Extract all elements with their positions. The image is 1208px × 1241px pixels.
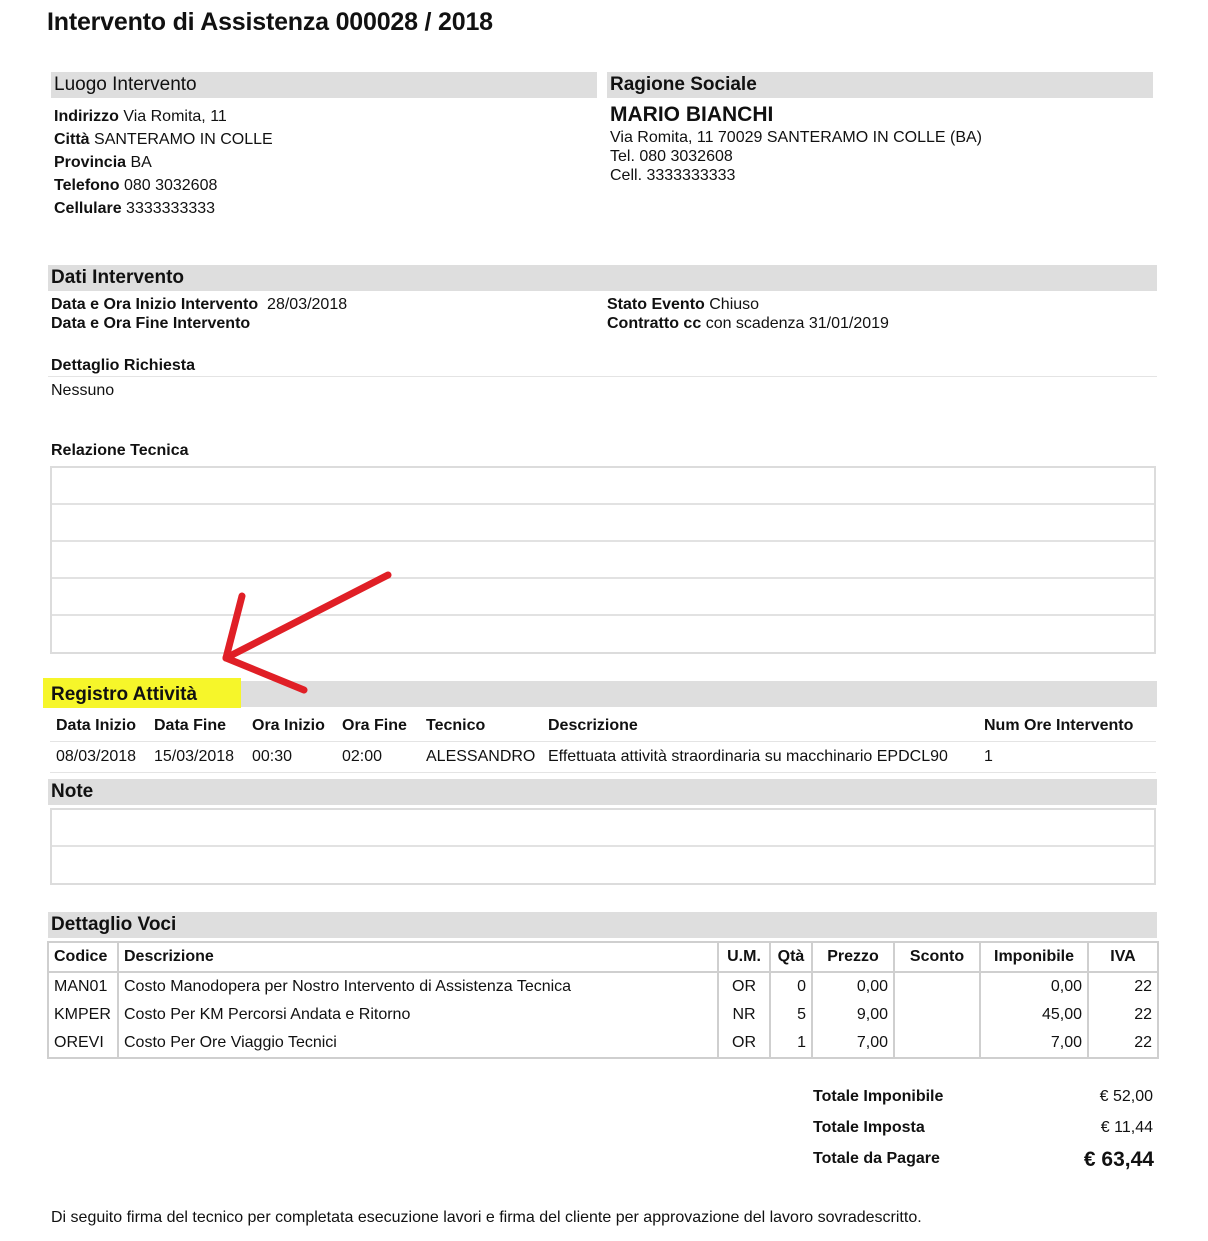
luogo-heading: Luogo Intervento <box>54 74 197 95</box>
ragione-name: MARIO BIANCHI <box>610 103 774 126</box>
cell-num-ore: 1 <box>984 748 993 765</box>
cell-descrizione: Costo Per KM Percorsi Andata e Ritorno <box>118 1001 718 1029</box>
relazione-heading: Relazione Tecnica <box>51 442 189 459</box>
cell-descrizione: Effettuata attività straordinaria su macchinario EPDCL90 <box>548 748 948 765</box>
luogo-provincia: Provincia BA <box>54 154 152 171</box>
page-title: Intervento di Assistenza 000028 / 2018 <box>47 8 493 36</box>
totale-imposta-label: Totale Imposta <box>813 1119 925 1136</box>
footer-text: Di seguito firma del tecnico per completata esecuzione lavori e firma del cliente per approvazione del lavoro sovradescritto. <box>51 1209 922 1226</box>
cell-descrizione: Costo Manodopera per Nostro Intervento di Assistenza Tecnica <box>118 972 718 1001</box>
ragione-address: Via Romita, 11 70029 SANTERAMO IN COLLE (BA) <box>610 129 982 146</box>
cell-sconto <box>894 972 980 1001</box>
relazione-row <box>52 505 1154 542</box>
voci-header-row <box>48 942 1158 972</box>
luogo-cellulare: Cellulare 3333333333 <box>54 200 216 217</box>
col-iva: IVA <box>1088 942 1158 972</box>
ragione-block <box>610 102 1150 185</box>
dettaglio-richiesta-value: Nessuno <box>51 382 115 399</box>
luogo-citta: Città SANTERAMO IN COLLE <box>54 131 273 148</box>
cell-iva: 22 <box>1134 978 1152 995</box>
col-prezzo: Prezzo <box>812 942 894 972</box>
cell-data-fine: 15/03/2018 <box>154 748 235 765</box>
col-sconto: Sconto <box>894 942 980 972</box>
dati-heading: Dati Intervento <box>51 267 185 288</box>
totale-pagare-label: Totale da Pagare <box>813 1150 940 1167</box>
col-tecnico: Tecnico <box>426 717 486 734</box>
registro-table <box>50 711 1156 773</box>
ragione-section-bar <box>607 72 1153 98</box>
ragione-heading: Ragione Sociale <box>610 74 757 95</box>
dettaglio-richiesta-heading: Dettaglio Richiesta <box>51 357 196 374</box>
cell-iva: 22 <box>1134 1006 1152 1023</box>
cell-codice: MAN01 <box>48 972 118 1001</box>
cell-iva: 22 <box>1134 1034 1152 1051</box>
table-row <box>48 1001 1158 1029</box>
divider <box>48 376 1157 377</box>
cell-imponibile: 45,00 <box>980 1001 1088 1029</box>
registro-header-row <box>50 711 1156 742</box>
col-ora-inizio: Ora Inizio <box>252 717 325 734</box>
col-codice: Codice <box>48 942 118 972</box>
cell-ora-fine: 02:00 <box>342 748 383 765</box>
cell-tecnico: ALESSANDRO <box>426 748 536 765</box>
ragione-cell: Cell. 3333333333 <box>610 167 736 184</box>
cell-qta: 5 <box>770 1001 812 1029</box>
dati-stato: Stato Evento Chiuso <box>607 296 760 313</box>
voci-section-bar <box>48 912 1157 938</box>
table-row <box>50 742 1156 773</box>
cell-ora-inizio: 00:30 <box>252 748 293 765</box>
cell-codice: OREVI <box>48 1029 118 1058</box>
luogo-indirizzo: Indirizzo Via Romita, 11 <box>54 108 227 125</box>
col-num-ore: Num Ore Intervento <box>984 717 1134 734</box>
cell-prezzo: 9,00 <box>812 1001 894 1029</box>
note-section-bar <box>48 779 1157 805</box>
table-row <box>48 1029 1158 1058</box>
cell-prezzo: 7,00 <box>812 1029 894 1058</box>
totale-imponibile-label: Totale Imponibile <box>813 1088 944 1105</box>
dati-right <box>607 295 889 333</box>
totale-pagare-value: € 63,44 <box>1083 1148 1154 1171</box>
cell-data-inizio: 08/03/2018 <box>56 748 137 765</box>
col-qta: Qtà <box>770 942 812 972</box>
dati-fine: Data e Ora Fine Intervento <box>51 315 251 332</box>
dati-section-bar <box>48 265 1157 291</box>
col-um: U.M. <box>718 942 770 972</box>
col-data-fine: Data Fine <box>154 717 227 734</box>
col-voce-descrizione: Descrizione <box>118 942 718 972</box>
cell-prezzo: 0,00 <box>812 972 894 1001</box>
ragione-tel: Tel. 080 3032608 <box>610 148 733 165</box>
table-row <box>48 972 1158 1001</box>
dati-contratto: Contratto cc con scadenza 31/01/2019 <box>607 315 889 332</box>
cell-imponibile: 0,00 <box>980 972 1088 1001</box>
cell-codice: KMPER <box>48 1001 118 1029</box>
totale-imposta-value: € 11,44 <box>1100 1119 1153 1136</box>
cell-um: NR <box>718 1001 770 1029</box>
cell-descrizione: Costo Per Ore Viaggio Tecnici <box>118 1029 718 1058</box>
col-descrizione: Descrizione <box>548 717 638 734</box>
col-imponibile: Imponibile <box>980 942 1088 972</box>
relazione-row <box>52 468 1154 505</box>
cell-imponibile: 7,00 <box>980 1029 1088 1058</box>
registro-heading: Registro Attività <box>51 684 198 705</box>
annotation-arrow-icon <box>200 560 410 710</box>
luogo-section-bar <box>51 72 597 98</box>
col-data-inizio: Data Inizio <box>56 717 137 734</box>
voci-heading: Dettaglio Voci <box>51 914 177 935</box>
col-ora-fine: Ora Fine <box>342 717 407 734</box>
luogo-telefono: Telefono 080 3032608 <box>54 177 218 194</box>
note-heading: Note <box>51 781 94 802</box>
cell-um: OR <box>718 1029 770 1058</box>
totale-imponibile-value: € 52,00 <box>1099 1088 1153 1105</box>
voci-table <box>47 941 1159 1059</box>
cell-sconto <box>894 1029 980 1058</box>
note-box[interactable] <box>50 808 1156 885</box>
dati-inizio: Data e Ora Inizio Intervento 28/03/2018 <box>51 296 348 313</box>
cell-qta: 0 <box>770 972 812 1001</box>
cell-sconto <box>894 1001 980 1029</box>
note-row <box>52 810 1154 847</box>
cell-um: OR <box>718 972 770 1001</box>
luogo-fields <box>54 105 594 220</box>
cell-qta: 1 <box>770 1029 812 1058</box>
dati-left <box>51 295 347 333</box>
